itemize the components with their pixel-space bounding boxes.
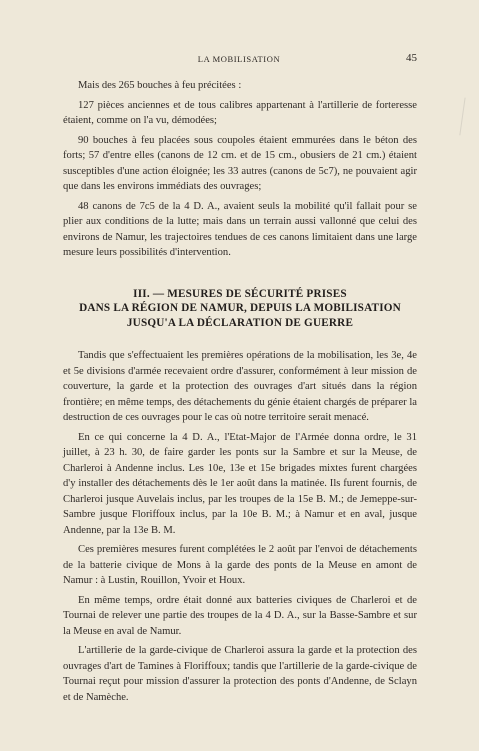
paragraph: 48 canons de 7c5 de la 4 D. A., avaient seuls la mobilité qu'il fallait pour se plier aux conditions de la lutte; mais dans un terrain aussi vallonné que celui des environs de Namur, les trajectoires tendues de ces canons limitaient dans une large mesure leurs possibilités d'intervention. — [63, 200, 417, 258]
section-heading-line: III. — MESURES DE SÉCURITÉ PRISES — [133, 287, 347, 300]
running-header-title: LA MOBILISATION — [197, 54, 281, 64]
section-heading — [63, 287, 417, 331]
paragraph: 127 pièces anciennes et de tous calibres appartenant à l'artillerie de forteresse étaient, comme on l'a vu, démodées; — [63, 99, 417, 126]
paragraph: L'artillerie de la garde-civique de Charleroi assura la garde et la protection des ouvrages d'art de Tamines à Floriffoux; tandis que l'artillerie de la garde-civique de Tournai reçut pour mission d'assurer la protection des ponts d'Andenne, de Sclayn et de Namèche. — [63, 645, 417, 703]
paragraph: 90 bouches à feu placées sous coupoles étaient emmurées dans le béton des forts; 57 d'entre elles (canons de 12 cm. et de 15 cm., obusiers de 21 cm.) étaient susceptibles d'une action éloignée; les 33 autres (canons de 5c7), ne pouvaient agir que dans les environs immédiats des ouvrages; — [63, 134, 417, 192]
page-content — [63, 78, 417, 705]
section-gap — [63, 261, 417, 287]
paragraph: En ce qui concerne la 4 D. A., l'Etat-Major de l'Armée donna ordre, le 31 juillet, à 23 h. 30, de faire garder les ponts sur la Sambre et sur la Meuse, de Charleroi à Andenne inclus. Les 10e, 13e et 15e brigades mixtes furent chargées d'y installer des détachements dès le 1er août dans la matinée. Ils furent fournis, de Charleroi jusque Auvelais inclus, par les troupes de la 15e B. M.; de Jemeppe-sur-Sambre jusque Floriffoux inclus, par la 10e B. M.; à Namur et en aval, jusque Andenne, par la 13e B. M. — [63, 431, 417, 536]
page-number: 45 — [406, 52, 417, 64]
running-header — [54, 52, 417, 66]
section-heading-line: DANS LA RÉGION DE NAMUR, DEPUIS LA MOBILISATION — [79, 302, 401, 314]
paragraph: Tandis que s'effectuaient les premières opérations de la mobilisation, les 3e, 4e et 5e divisions d'armée recevaient ordre d'assurer, conformément à leur mission de couverture, la garde et la protection des ouvrages d'art situés dans la région frontière; en même temps, des détachements du génie étaient chargés de préparer la destruction de ces ouvrages pour le cas où notre territoire serait menacé. — [63, 350, 417, 423]
paragraph: Ces premières mesures furent complétées le 2 août par l'envoi de détachements de la batterie civique de Mons à la garde des ponts de la Meuse en amont de Namur : à Lustin, Rouillon, Yvoir et Houx. — [63, 544, 417, 586]
paragraph: Mais des 265 bouches à feu précitées : — [78, 80, 242, 91]
section-heading-line: JUSQU'A LA DÉCLARATION DE GUERRE — [126, 316, 354, 329]
margin-mark — [452, 97, 465, 136]
paragraph: En même temps, ordre était donné aux batteries civiques de Charleroi et de Tournai de relever une partie des troupes de la 4 D. A., sur la Basse-Sambre et sur la Meuse en aval de Namur. — [63, 594, 417, 637]
